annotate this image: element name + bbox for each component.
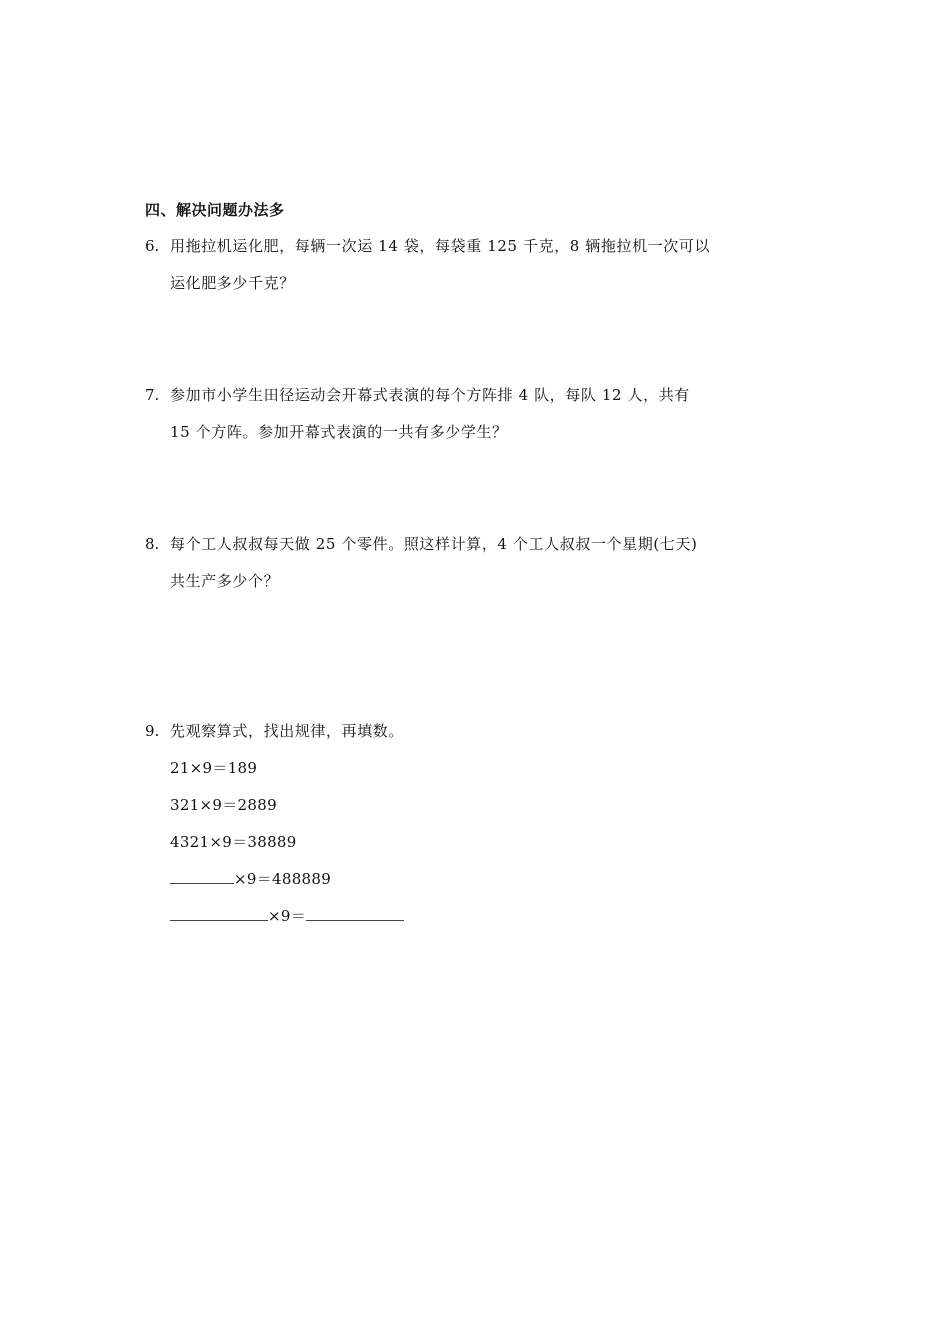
question-8 xyxy=(145,526,745,600)
question-9 xyxy=(145,713,745,935)
answer-blank[interactable] xyxy=(306,902,404,921)
answer-blank[interactable] xyxy=(170,865,234,884)
question-text-line: 运化肥多少千克？ xyxy=(170,274,295,292)
question-number: 6. xyxy=(145,237,160,255)
question-text-line: 每个工人叔叔每天做 25 个零件。照这样计算，4 个工人叔叔一个星期(七天) xyxy=(170,535,698,553)
pattern-equation: 4321×9＝38889 xyxy=(170,833,297,851)
fill-in-equation-2 xyxy=(145,898,745,935)
question-number: 9. xyxy=(145,722,160,740)
fill-in-equation-1 xyxy=(145,861,745,898)
question-text-line: 15 个方阵。参加开幕式表演的一共有多少学生？ xyxy=(170,423,508,441)
question-7 xyxy=(145,377,745,451)
question-text-line: 先观察算式，找出规律，再填数。 xyxy=(170,722,405,740)
answer-blank[interactable] xyxy=(170,902,268,921)
question-text-line: 用拖拉机运化肥，每辆一次运 14 袋，每袋重 125 千克，8 辆拖拉机一次可以 xyxy=(170,237,711,255)
equation-suffix: ×9＝488889 xyxy=(234,870,332,888)
equation-middle: ×9＝ xyxy=(268,907,307,925)
section-title: 四、解决问题办法多 xyxy=(145,201,285,219)
question-number: 7. xyxy=(145,386,160,404)
question-6 xyxy=(145,228,745,302)
question-number: 8. xyxy=(145,535,160,553)
pattern-equation: 21×9＝189 xyxy=(170,759,258,777)
pattern-equation: 321×9＝2889 xyxy=(170,796,277,814)
question-text-line: 共生产多少个？ xyxy=(170,572,280,590)
question-text-line: 参加市小学生田径运动会开幕式表演的每个方阵排 4 队，每队 12 人，共有 xyxy=(170,386,690,404)
